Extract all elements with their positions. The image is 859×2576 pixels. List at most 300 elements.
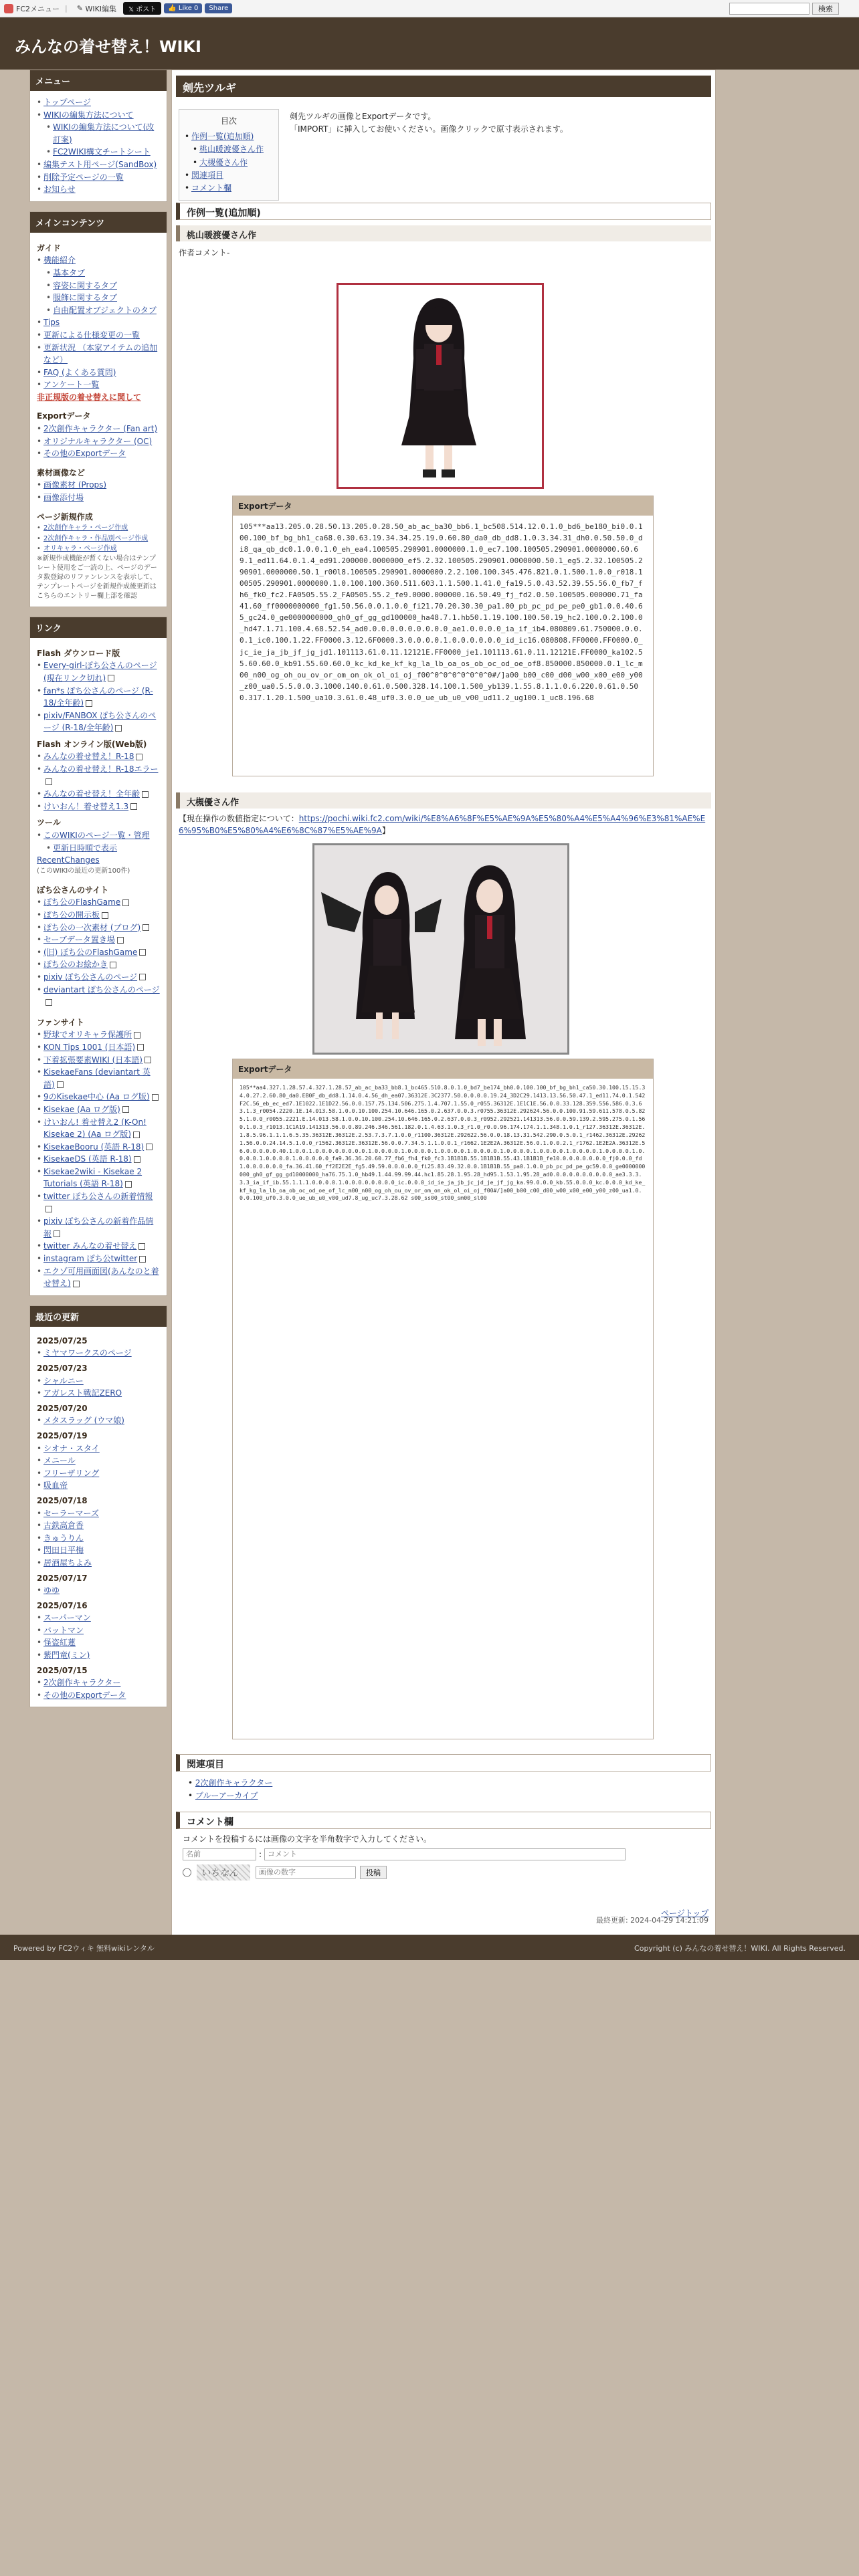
- page-title: 剣先ツルギ: [176, 76, 711, 97]
- external-link-icon: [45, 999, 52, 1006]
- recent-link[interactable]: 居酒屋ちよみ: [43, 1558, 92, 1568]
- sidebar-link[interactable]: [37, 958, 160, 971]
- recent-item[interactable]: [37, 1636, 160, 1649]
- external-link-icon: [45, 1206, 52, 1212]
- recent-link[interactable]: シオナ・スタイ: [43, 1443, 100, 1453]
- link-text[interactable]: pixiv ぽち公さんの新着作品情報: [43, 1216, 154, 1239]
- export-data-text[interactable]: 105***aa13.205.0.28.50.13.205.0.28.50_ab_ac_ba30_bb6.1_bc508.514.12.0.1.0_bd6_be180_bi0.0.100.100_bf_bg_bh1_ca68.0.30.63.19.34.34.25.19.0.60.80_da0_db_dd8.1.0.3.34.31_dh0.0.50.50.0_di8_qa_qb_dc0.1.0.0.1.0_eh_ea4.100505.290901.0000000.1.0_ec7.100.100505.290901.0000000.60.69.1_ed11.64.0.1.4_ed91.200000.0000000_ef5.2.32.100505.290901.0000000.50.1_eg5.2.32.100505.290901.0000000.50.1_r00l8.100505.290901.0000000.2.2.100.100.345.476.821.0.1.500.1.0.0_r018.100505.290901.0000000.1.0.100.100.360.511.603.1.1.500.1.41.0_fa19.5.0.43.52.39.55.56.0_fb7_fh6_fk0_fc2.FA0505.55.2_FA0505.55.2_fe9.0000.000000.16.50.49_fj_fd2.0.50.100505.000000.71_fa41.60_ff0000000000_fg1.50.56.0.0.1.0.0_fi21.70.20.30.30_pa1.00_pb_pc_pd_pe_pe0_gb1.0.0.40.65_gc24.0_ge0000000000_gh0_gf_gg_gd100000_ha48.7.1.hb50.1.19.100.100.50.19_hc2.100.0.2.100.0_hd47.1.71.100.4.68.52.54_ad0.0.0.0.0.0.0.0.0.0_ae1.0.0.0.0_ia_if_ib4.080809.61.750000.0.0.0.1_ic0.100.1.22.FF0000.3.12.6F0000.3.0.0.0.0.1.0.0.0.0.0.0_id_ic16.080808.FF0000.FF0000.0_jc_ie_ja_jb_jf_jg_jd1.101113.61.0.11.12121E.FF0000_je1.101113.61.0.11.12121E.FF0000_ka102.55.60.60.0_kb91.55.60.60.0_kc_kd_ke_kf_kg_la_lb_oa_os_ob_oc_od_oe_of8.850000.850000.0.1_lc_m00_n00_og_oh_ou_ov_or_om_on_ok_ol_oi_oj_f00^0^0^0^0^0^0^0#/]a00_b00_c00_d00_w00_x00_e00_y00_z00_ua0.5.5.0.0.3.1000.140.0.61.0.500.328.14.100.1.500_yb139.1.55.8.1.1.0.6.220.0.61.0.500.317.1.20.1.500_ua10.3.61.0.48_uf0.3.0.0_ue_ub_u0_v00_ud11.2_ug100.1_uc8.196.68: [240, 522, 643, 702]
- recent-link[interactable]: メニール: [43, 1456, 76, 1466]
- external-link-icon: [152, 1094, 159, 1101]
- facebook-like-button[interactable]: [164, 3, 202, 13]
- external-link-icon: [73, 1281, 80, 1287]
- recent-link[interactable]: シャルニー: [43, 1376, 84, 1386]
- warning-link[interactable]: 非正規版の着せ替えに関して: [37, 392, 142, 402]
- sidebar-link[interactable]: [37, 922, 160, 934]
- section-related: 関連項目: [176, 1754, 711, 1772]
- intro-line-1: 剣先ツルギの画像とExportデータです。: [290, 112, 436, 121]
- toc-item[interactable]: [193, 143, 273, 156]
- recent-item[interactable]: [37, 1387, 160, 1400]
- sidebar-link[interactable]: [37, 342, 160, 366]
- material-label: 素材画像など: [37, 467, 86, 477]
- recent-list: [37, 1414, 160, 1427]
- link-text[interactable]: 削除予定ページの一覧: [43, 172, 124, 182]
- sidebar-link[interactable]: [46, 146, 160, 158]
- sidebar-link[interactable]: [37, 544, 160, 554]
- sidebar-link[interactable]: [37, 254, 160, 267]
- link-text[interactable]: ぽち公のFlashGame: [43, 897, 121, 907]
- recent-item[interactable]: [37, 1557, 160, 1570]
- sidebar-link[interactable]: [46, 280, 160, 292]
- recent-link[interactable]: その他のExportデータ: [43, 1690, 126, 1700]
- site-title[interactable]: みんなの着せ替え！WIKI: [15, 37, 201, 56]
- related-item[interactable]: • ブルーアーカイブ: [188, 1791, 258, 1801]
- link-text[interactable]: FC2WIKI構文チートシート: [53, 147, 151, 157]
- edit-icon: ✎: [76, 4, 83, 13]
- sidebar-link[interactable]: [37, 1116, 160, 1141]
- link-text[interactable]: みんなの着せ替え！R-18エラー: [43, 764, 159, 774]
- export-data-text[interactable]: 105**aa4.327.1.28.57.4.327.1.28.57_ab_ac_ba33_bb8.1_bc465.510.8.0.1.0_bd7_be174_bh0.0.100.100_bf_bg_bh1_ca50.30.100.15.15.34.0.27.2.60.80_da0.EB0F_db_dd8.1.14.0.4.56_dh_ea07.36312E.3C2377.50.0.0.0.0.19.24_3D2C29.1413.13.56.50.47.1_ed11.74.0.1.542F2C.56_eb_ec_ed7.1E1022.1E1D22.56.0.0.157.75.134.506.275.1.4.707.1.55.0_r055.36312E.1E1C1E.56.0.0.33.128.359.556.586.0.3.63.1.3_r0054.2220.1E.14.013.58.1.0.0.10.100.254.10.646.165.0.2.637.0.0.3.r0755.36312E.292624.56.0.0.100.91.59.611.578.0.5.825.1.0.0_r0055.2221.E.14.013.58.1.0.0.10.100.254.10.646.165.0.2.637.0.0.3_r0952.292521.141313.56.0.0.59.139.2.595.275.0.1.560.1.0.3_r1013.1C1A19.141313.56.0.0.89.246.346.561.182.0.1.4.63.1.0.3_r1.0_r0.0.96.174.174.1.1.348.1.0.1_r127.36312E.36312E.1.8.5.96.1.1.1.6.5.35.36312E.36312E.2.53.7.3.7.1.0.0_r1100.36312E.292622.56.0.0.18.13.31.542.290.0.5.0.1_r1462.36312E.292621.56.0.0.24.14.5.1.0.0_r1562.36312E.36312E.56.0.0.7.34.5.1.1.0.0.1_r1662.1E2E2A.36312E.56.0.1.0.0.2.1_r1762.1E2E2A.36312E.56.0.0.0.0.0.40.1.0.0.1.0.0.0.0.0.0.0.0.1.0.0.0.0.1.0.0.0.0.1.0.0.0.0.1.0.0.0.0.1.0.0.0.0.1.0.0.0.0.1.0.0.0.0.1.0.0.0.0.1.0.0.0.0.1.0.0.0.0.1.0.0.0.0.0_fa9.36.36.20.60.77_fb6_fh4_fk0_fc3.1B1B1B.55.1B1B1B.55.43.1B1B1B_fe10.0.0.0.0.0.0.0_fj0.0.0_fd1.0.0.0.0.0.0_fa.36.41.60_ff2E2E2E_fg5.49.59.0.0.0.0.0_fi25.83.49.32.0.0.1B1B1B.55_pa0.1.0.0_pb_pc_pd_pe_gc59.0.0_ge0000000000_gh0_gf_gg_gd10000000_ha76.75.1.0_hb49.1.44.99.99.44.hc1.85.28.1.95.28_hd95.1.53.1.95.28_ad0.0.0.0.0.0.0.0.0.0_ae3.3.3.3.3_ia_if_ib.55.1.1.1.0.0.0.0.1.0.0.0.0.0.0.0.0_ic.0.0.0_id_ie_ja_jb_jc_jd_je_jf_jg_ka.99.0.0.0_kb.55.0.0.0_kc.0.0.0_kd_ke_kf_kg_la_lb_oa_ob_oc_od_oe_of_lc_m00_n00_og_oh_ou_ov_or_om_on_ok_ol_oi_oj_f00#/]a00_b00_c00_d00_w00_x00_e00_y00_z00_ua1.0.0.0.100_uf0.3.0.0_ue_ub_u0_v00_ud7.8_ug_uc7.3.28.62 s00_ss00_st00_sm00_sl00: [240, 1084, 646, 1202]
- separator: |: [65, 4, 68, 13]
- sidebar-link[interactable]: [37, 109, 160, 122]
- footer-copyright: Copyright (c) みんなの着せ替え！WIKI. All Rights Reserved.: [634, 1944, 846, 1953]
- toc-item[interactable]: [185, 169, 273, 182]
- recent-item[interactable]: [37, 1479, 160, 1492]
- link-text[interactable]: 更新による仕様変更の一覧: [43, 330, 140, 340]
- top-toolbar: [0, 0, 859, 17]
- guide-label: ガイド: [37, 243, 61, 253]
- sidebar: [29, 70, 167, 1717]
- toc-title: 目次: [220, 116, 237, 126]
- external-link-icon: [134, 1032, 140, 1039]
- recentchanges-note: (このWIKIの最近の更新100件): [37, 867, 130, 875]
- page-top-link[interactable]: ページトップ: [661, 1909, 709, 1918]
- fc2-menu-label: FC2メニュー: [16, 4, 60, 13]
- toc-item[interactable]: [193, 156, 273, 169]
- recent-date: 2025/07/16: [37, 1600, 88, 1610]
- link-text[interactable]: twitter ぽち公さんの新着情報: [43, 1192, 153, 1202]
- link-text[interactable]: Kisekae2wiki - Kisekae 2 Tutorials (英語 R-18): [43, 1166, 142, 1189]
- sidebar-link[interactable]: [37, 800, 160, 813]
- sidebar-link[interactable]: [37, 788, 160, 800]
- recent-link[interactable]: アガレスト戦記ZERO: [43, 1388, 122, 1398]
- link-text[interactable]: instagram ぽち公twitter: [43, 1254, 138, 1264]
- recent-updates-box: [29, 1305, 167, 1708]
- search-button[interactable]: 検索: [812, 3, 839, 15]
- external-link-icon: [108, 675, 114, 681]
- recent-item[interactable]: [37, 1584, 160, 1597]
- wiki-edit-link[interactable]: [77, 3, 116, 14]
- toc-item[interactable]: [185, 182, 273, 195]
- link-text[interactable]: けいおん！着せ替え1.3: [43, 801, 129, 811]
- link-text[interactable]: このWIKIのページ一覧・管理: [43, 831, 150, 841]
- recent-item[interactable]: [37, 1467, 160, 1480]
- toc-link[interactable]: 関連項目: [191, 170, 224, 180]
- link-text[interactable]: deviantart ぽち公さんのページ: [43, 984, 160, 994]
- external-link-icon: [142, 791, 149, 798]
- recent-item[interactable]: [37, 1544, 160, 1557]
- link-text[interactable]: pixiv/FANBOX ぽち公さんのページ (R-18/全年齢): [43, 710, 157, 733]
- recent-item[interactable]: [37, 1455, 160, 1467]
- recent-updates-title: 最近の更新: [30, 1306, 167, 1327]
- fansite-label: ファンサイト: [37, 1017, 84, 1027]
- sidebar-link[interactable]: [37, 523, 160, 534]
- sidebar-link[interactable]: [46, 121, 160, 146]
- intro-line-2: 「IMPORT」に挿入してお使いください。画像クリックで原寸表示されます。: [290, 124, 568, 134]
- tools-label: ツール: [37, 818, 61, 828]
- external-link-icon: [125, 1181, 132, 1188]
- export-data-header: Exportデータ: [233, 496, 653, 516]
- flash-download-label: Flash ダウンロード版: [37, 648, 120, 658]
- section-examples: 作例一覧(追加順): [176, 203, 711, 220]
- export-list: [37, 423, 160, 460]
- main-contents-box: [29, 211, 167, 607]
- intro-text: [290, 110, 704, 136]
- captcha-image: いちなん: [197, 1864, 250, 1881]
- link-text[interactable]: 2次創作キャラ・作品別ページ作成: [43, 534, 149, 542]
- external-link-icon: [136, 754, 142, 760]
- external-link-icon: [142, 924, 149, 931]
- sidebar-link[interactable]: [37, 934, 160, 946]
- sidebar-link[interactable]: [37, 423, 160, 435]
- sidebar-link[interactable]: [46, 292, 160, 304]
- sidebar-link[interactable]: [37, 316, 160, 329]
- sidebar-link[interactable]: [37, 763, 160, 788]
- link-text[interactable]: 2次創作キャラクター (Fan art): [43, 424, 158, 434]
- export-data-header: Exportデータ: [233, 1059, 653, 1079]
- sidebar-link[interactable]: [37, 659, 160, 684]
- sidebar-link[interactable]: [37, 1091, 160, 1103]
- comment-radio[interactable]: [183, 1866, 191, 1879]
- x-post-button[interactable]: [123, 2, 161, 15]
- sidebar-link[interactable]: [37, 1054, 160, 1067]
- sidebar-link[interactable]: [37, 1141, 160, 1154]
- sidebar-link[interactable]: [37, 96, 160, 109]
- sidebar-link[interactable]: [37, 492, 160, 504]
- link-text[interactable]: アンケート一覧: [43, 380, 100, 390]
- sidebar-link[interactable]: [37, 479, 160, 492]
- external-link-icon: [139, 1256, 146, 1263]
- export-data-box-2: [232, 1059, 654, 1739]
- external-link-icon: [122, 899, 129, 906]
- sidebar-link[interactable]: [37, 158, 160, 171]
- main-contents-title: メインコンテンツ: [30, 212, 167, 233]
- sidebar-link[interactable]: [37, 1240, 160, 1253]
- submit-button[interactable]: 投稿: [360, 1866, 387, 1879]
- external-link-icon: [54, 1230, 60, 1237]
- sidebar-link[interactable]: [46, 304, 160, 317]
- pochi-sites-label: ぽち公さんのサイト: [37, 885, 109, 895]
- recent-date: 2025/07/15: [37, 1665, 88, 1675]
- link-text[interactable]: KisekaeBooru (英語 R-18): [43, 1142, 145, 1152]
- link-text[interactable]: 容姿に関するタブ: [53, 280, 118, 290]
- sidebar-link[interactable]: [37, 685, 160, 710]
- recent-list: [37, 1507, 160, 1570]
- recent-item[interactable]: [37, 1442, 160, 1455]
- link-text[interactable]: 画像添付場: [43, 493, 84, 503]
- source-prefix: 【現在操作の数値指定について：: [179, 814, 299, 823]
- link-text[interactable]: オリジナルキャラクター (OC): [43, 436, 153, 446]
- external-link-icon: [117, 937, 124, 944]
- link-text[interactable]: 更新状況 （本家アイテムの追加など）: [43, 342, 158, 365]
- link-text[interactable]: けいおん! 着せ替え2 (K-On! Kisekae 2) (Aa ログ版): [43, 1117, 147, 1140]
- link-text[interactable]: エクゾ可用画面図(あんなのと着せ替え): [43, 1266, 159, 1289]
- recent-link[interactable]: 2次創作キャラクター: [43, 1678, 121, 1688]
- sidebar-link[interactable]: [37, 379, 160, 391]
- source-note: [179, 813, 714, 837]
- recent-link[interactable]: 閃田日平梅: [43, 1545, 84, 1555]
- external-link-icon: [122, 1106, 129, 1113]
- recent-link[interactable]: ミヤマワークスのページ: [43, 1348, 132, 1358]
- recent-date: 2025/07/25: [37, 1335, 88, 1346]
- sidebar-link[interactable]: [37, 909, 160, 922]
- external-link-icon: [86, 700, 92, 707]
- sidebar-link[interactable]: [37, 984, 160, 1008]
- recent-date: 2025/07/20: [37, 1403, 88, 1413]
- link-text[interactable]: 機能紹介: [43, 255, 76, 265]
- sidebar-link[interactable]: [37, 329, 160, 342]
- material-list: [37, 479, 160, 504]
- author-comment: 作者コメント-: [179, 248, 230, 257]
- link-text[interactable]: ぽち公の一次素材 (ブログ): [43, 922, 141, 932]
- sidebar-link[interactable]: [37, 1153, 160, 1166]
- recent-item[interactable]: [37, 1649, 160, 1662]
- link-text[interactable]: 2次創作キャラ・ページ作成: [43, 524, 128, 532]
- related-item[interactable]: • 2次創作キャラクター: [188, 1778, 273, 1788]
- sidebar-link[interactable]: [37, 710, 160, 734]
- export-data-box-1: [232, 496, 654, 776]
- comment-instruction: コメントを投稿するには画像の文字を半角数字で入力してください。: [183, 1834, 432, 1844]
- character-image-1[interactable]: [337, 283, 544, 489]
- links-title: リンク: [30, 617, 167, 638]
- sidebar-link[interactable]: [37, 171, 160, 184]
- tools-list: [37, 829, 160, 854]
- search-input[interactable]: [729, 3, 809, 15]
- link-text[interactable]: 基本タブ: [53, 267, 86, 278]
- recent-list: [37, 1677, 160, 1701]
- recent-date: 2025/07/17: [37, 1573, 88, 1583]
- facebook-like-label: Like 0: [178, 5, 199, 12]
- external-link-icon: [102, 912, 108, 919]
- link-text[interactable]: みんなの着せ替え！R-18: [43, 752, 134, 762]
- section-comments: コメント欄: [176, 1812, 711, 1829]
- sidebar-link[interactable]: [37, 750, 160, 763]
- recent-link[interactable]: メタスラッグ (ウマ娘): [43, 1416, 124, 1426]
- section-author-2: 大槻優さん作: [176, 792, 711, 809]
- menu-list: [37, 96, 160, 196]
- section-author-1: 桃山暖渡優さん作: [176, 225, 711, 241]
- link-text[interactable]: (旧) ぽち公のFlashGame: [43, 947, 138, 957]
- fc2-icon: [4, 4, 13, 13]
- recent-item[interactable]: [37, 1612, 160, 1624]
- sidebar-link[interactable]: [37, 366, 160, 379]
- recent-date: 2025/07/23: [37, 1364, 88, 1373]
- external-link-icon: [139, 974, 146, 980]
- x-icon: 𝕏: [128, 6, 134, 13]
- comment-form: コメントを投稿するには画像の文字を半角数字で入力してください。 名前 : コメント いちなん 画像の数字 投稿: [183, 1833, 711, 1881]
- sidebar-link[interactable]: [37, 1190, 160, 1215]
- pochi-sites-list: [37, 896, 160, 1008]
- name-field[interactable]: [183, 1848, 256, 1860]
- recent-link[interactable]: セーラーマーズ: [43, 1508, 99, 1518]
- recent-item[interactable]: [37, 1519, 160, 1532]
- link-text[interactable]: WIKIの編集方法について(改訂案): [53, 122, 155, 144]
- toc-link[interactable]: 桃山暖渡優さん作: [199, 144, 264, 154]
- fansite-list: [37, 1029, 160, 1289]
- facebook-share-button[interactable]: Share: [205, 3, 232, 13]
- recent-list: [37, 1442, 160, 1492]
- external-link-icon: [133, 1132, 140, 1138]
- toc-link[interactable]: 大槻優さん作: [199, 157, 248, 167]
- external-link-icon: [139, 949, 146, 956]
- link-text[interactable]: 服飾に関するタブ: [53, 293, 118, 303]
- link-text[interactable]: 野球でオリキャラ保護所: [43, 1030, 132, 1040]
- recent-list: [37, 1584, 160, 1597]
- pages-label: ページ新規作成: [37, 512, 93, 522]
- sidebar-link[interactable]: [37, 1166, 160, 1190]
- recent-link[interactable]: バットマン: [43, 1625, 84, 1635]
- recent-list: [37, 1612, 160, 1661]
- link-text[interactable]: トップページ: [43, 98, 91, 107]
- link-text[interactable]: みんなの着せ替え！全年齢: [43, 789, 140, 799]
- recent-list: [37, 1347, 160, 1360]
- link-text[interactable]: セーブデータ置き場: [43, 935, 115, 945]
- sidebar-link[interactable]: [37, 1265, 160, 1290]
- flash-online-label: Flash オンライン版(Web版): [37, 739, 147, 749]
- link-text[interactable]: 下着拡張要素WIKI (日本語): [43, 1055, 142, 1065]
- recentchanges-link[interactable]: RecentChanges: [37, 855, 100, 865]
- link-text[interactable]: KON Tips 1001 (日本語): [43, 1042, 136, 1052]
- x-post-label: ポスト: [136, 6, 157, 13]
- recent-item[interactable]: [37, 1677, 160, 1689]
- recent-item[interactable]: [37, 1507, 160, 1520]
- link-text[interactable]: ぽち公のお絵かき: [43, 960, 108, 970]
- sidebar-link[interactable]: [37, 829, 160, 842]
- link-text[interactable]: pixiv ぽち公さんのページ: [43, 972, 138, 982]
- sidebar-link[interactable]: [37, 1103, 160, 1116]
- external-link-icon: [115, 725, 122, 732]
- external-link-icon: [45, 778, 52, 785]
- recent-link[interactable]: 紫門竜(ミン): [43, 1650, 90, 1660]
- link-text[interactable]: 画像素材 (Props): [43, 480, 107, 490]
- external-link-icon: [134, 1156, 140, 1163]
- source-link[interactable]: https://pochi.wiki.fc2.com/wiki/%E8%A6%8F%E5%AE%9A%E5%80%A4%E5%A4%96%E3%81%AE%E6%95%B0%E5%80%A4%E6%8C%87%E5%AE%9A: [179, 814, 706, 835]
- external-link-icon: [110, 962, 116, 968]
- link-text[interactable]: Tips: [43, 318, 60, 328]
- external-link-icon: [145, 1057, 151, 1063]
- toc-link[interactable]: 作例一覧(追加順): [191, 132, 254, 142]
- link-text[interactable]: 編集テスト用ページ(SandBox): [43, 159, 157, 169]
- link-text[interactable]: KisekaeFans (deviantart 英語): [43, 1067, 151, 1089]
- recent-link[interactable]: きゅうりん: [43, 1533, 84, 1543]
- flash-online-list: [37, 750, 160, 813]
- guide-list: [37, 254, 160, 391]
- sidebar-link[interactable]: [37, 534, 160, 544]
- link-text[interactable]: Kisekae (Aa ログ版): [43, 1104, 120, 1114]
- link-text[interactable]: fan*s ぽち公さんのページ (R-18/全年齢): [43, 685, 153, 708]
- sidebar-link[interactable]: [37, 447, 160, 460]
- thumbs-up-icon: 👍: [168, 5, 177, 12]
- recent-item[interactable]: [37, 1624, 160, 1637]
- link-text[interactable]: オリキャラ・ページ作成: [43, 545, 117, 553]
- link-text[interactable]: FAQ (よくある質問): [43, 367, 116, 377]
- recent-item[interactable]: [37, 1532, 160, 1545]
- link-text[interactable]: 更新日時順で表示: [53, 843, 118, 853]
- footer-powered[interactable]: Powered by FC2ウィキ 無料wikiレンタル: [13, 1944, 155, 1953]
- link-text[interactable]: その他のExportデータ: [43, 449, 126, 459]
- search-form: [729, 3, 839, 15]
- related-list: [188, 1777, 272, 1802]
- sidebar-link[interactable]: [37, 1066, 160, 1091]
- sidebar-link[interactable]: [37, 183, 160, 196]
- toc-item[interactable]: [185, 130, 273, 143]
- last-updated: 最終更新: 2024-04-29 14:21:09: [595, 1916, 708, 1925]
- recent-link[interactable]: スーパーマン: [43, 1613, 91, 1623]
- link-text[interactable]: KisekaeDS (英語 R-18): [43, 1154, 132, 1164]
- character-illustration: [339, 285, 542, 487]
- comment-field[interactable]: [264, 1848, 626, 1860]
- recent-link[interactable]: 吸血帝: [43, 1481, 68, 1491]
- fc2-menu[interactable]: [4, 3, 60, 14]
- related-link[interactable]: ブルーアーカイブ: [195, 1791, 258, 1801]
- recent-link[interactable]: ゆゆ: [43, 1586, 60, 1596]
- recent-item[interactable]: [37, 1375, 160, 1388]
- sidebar-link[interactable]: [37, 1215, 160, 1240]
- recent-item[interactable]: [37, 1414, 160, 1427]
- pages-list: [37, 523, 160, 554]
- recent-date: 2025/07/18: [37, 1495, 88, 1505]
- export-label: Exportデータ: [37, 411, 91, 421]
- external-link-icon: [130, 803, 137, 810]
- toc-link[interactable]: コメント欄: [191, 183, 232, 193]
- flash-download-list: [37, 659, 160, 734]
- recent-link[interactable]: フリーザリング: [43, 1468, 100, 1478]
- site-header: [0, 17, 859, 70]
- main-content: [171, 70, 716, 1935]
- link-text[interactable]: 9のKisekae中心 (Aa ログ版): [43, 1092, 150, 1102]
- recent-item[interactable]: [37, 1689, 160, 1702]
- sidebar-link[interactable]: [37, 1029, 160, 1041]
- captcha-field[interactable]: [256, 1866, 356, 1879]
- table-of-contents: [179, 109, 279, 201]
- link-text[interactable]: Every-girl-ぽち公さんのページ (現在リンク切れ): [43, 661, 157, 683]
- sidebar-link[interactable]: [37, 971, 160, 984]
- menu-title: メニュー: [30, 70, 167, 91]
- external-link-icon: [57, 1081, 64, 1088]
- site-footer: [0, 1935, 859, 1960]
- link-text[interactable]: お知らせ: [43, 185, 76, 195]
- character-image-2[interactable]: [312, 843, 569, 1055]
- recent-link[interactable]: 怪盗紅蓮: [43, 1638, 76, 1648]
- external-link-icon: [146, 1144, 153, 1150]
- sidebar-link[interactable]: [37, 435, 160, 448]
- link-text[interactable]: WIKIの編集方法について: [43, 110, 134, 120]
- character-illustration-pair: [314, 845, 567, 1053]
- link-text[interactable]: 自由配置オブジェクトのタブ: [53, 305, 157, 315]
- sidebar-link[interactable]: [37, 1253, 160, 1265]
- recent-item[interactable]: [37, 1347, 160, 1360]
- external-link-icon: [137, 1044, 144, 1051]
- recent-link[interactable]: 古鉄高倉香: [43, 1521, 84, 1531]
- link-text[interactable]: ぽち公の開示板: [43, 910, 100, 920]
- sidebar-link[interactable]: [37, 896, 160, 909]
- sidebar-link[interactable]: [37, 1041, 160, 1054]
- sidebar-link[interactable]: [37, 946, 160, 959]
- link-text[interactable]: twitter みんなの着せ替え: [43, 1241, 137, 1251]
- sidebar-link[interactable]: [46, 842, 160, 855]
- related-link[interactable]: 2次創作キャラクター: [195, 1778, 273, 1788]
- recent-updates-body: [30, 1327, 167, 1707]
- sidebar-link[interactable]: [46, 267, 160, 280]
